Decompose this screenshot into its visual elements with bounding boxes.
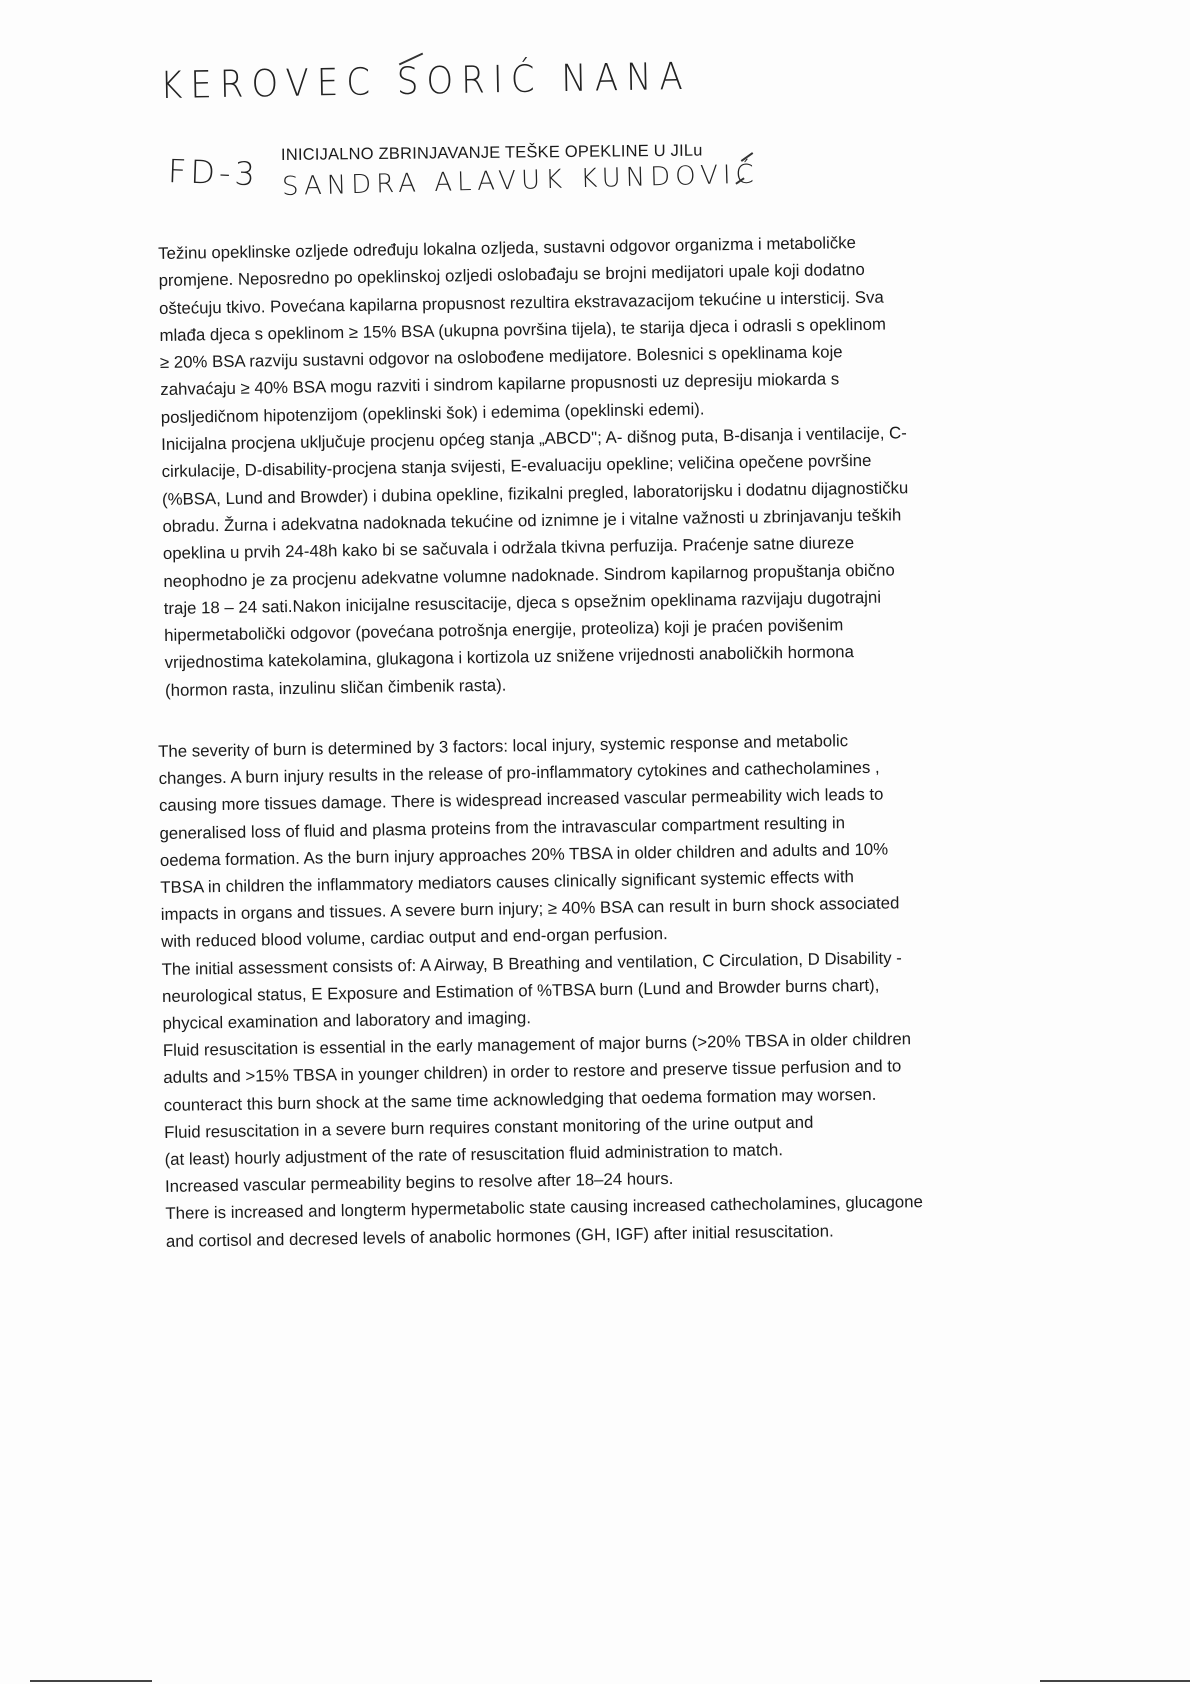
english-abstract	[158, 724, 1046, 1255]
scan-edge-mark	[30, 1680, 152, 1682]
croatian-abstract	[158, 226, 1045, 704]
handwritten-name: KEROVEC SORIĆ NANA	[159, 54, 692, 108]
croatian-paragraph: Težinu opeklinske ozljede određuju lokalna ozljeda, sustavni odgovor organizma i metaboličke promjene. Neposredno po opeklinskoj ozljedi oslobađaju se brojni medijatori upale koji dodatno oštećuju tkivo. Povećana kapilarna propusnost rezultira ekstravazacijom tekućine u intersticij. Sva mlađa djeca s opeklinom ≥ 15% BSA (ukupna površina tijela), te starija djeca i odrasli s opeklinom ≥ 20% BSA razviju sustavni odgovor na oslobođene medijatore. Bolesnici s opeklinama koje zahvaćaju ≥ 40% BSA mogu razviti i sindrom kapilarne propusnosti uz depresiju miokarda s posljedičnom hipotenzijom (opeklinski šok) i edemima (opeklinski edemi). Inicijalna procjena uključuje procjenu općeg stanja „ABCD"; A- dišnog puta, B-disanja i ventilacije, C- cirkulacije, D-disability-procjena stanja svijesti, E-evaluaciju opekline; veličina opečene površine (%BSA, Lund and Browder) i dubina opekline, fizikalni pregled, laboratorijsku i dodatnu dijagnostičku obradu. Žurna i adekvatna nadoknada tekućine od iznimne je i vitalne važnosti u zbrinjavanju teških opeklina u prvih 24-48h kako bi se sačuvala i održala tkivna perfuzija. Praćenje satne diureze neophodno je za procjenu adekvatne volumne nadoknade. Sindrom kapilarnog propuštanja obično traje 18 – 24 sati.Nakon inicijalne resuscitacije, djeca s opsežnim opeklinama razvijaju dugotrajni hipermetabolički odgovor (povećana potrošnja energije, proteoliza) koji je praćen povišenim vrijednostima katekolamina, glukagona i kortizola uz snižene vrijednosti anaboličkih hormona (hormon rasta, inzulinu sličan čimbenik rasta).	[158, 233, 909, 700]
scan-edge-mark	[1040, 1680, 1190, 1682]
english-paragraph: The severity of burn is determined by 3 factors: local injury, systemic response and metabolic changes. A burn injury results in the release of pro-inflammatory cytokines and cathecholamines , causing more tissues damage. There is widespread increased vascular permeability wich leads to generalised loss of fluid and plasma proteins from the intravascular compartment resulting in oedema formation. As the burn injury approaches 20% TBSA in older children and adults and 10% TBSA in children the inflammatory mediators causes clinically significant systemic effects with impacts in organs and tissues. A severe burn injury; ≥ 40% BSA can result in burn shock associated with reduced blood volume, cardiac output and end-organ perfusion. The initial assessment consists of: A Airway, B Breathing and ventilation, C Circulation, D Disability - neurological status, E Exposure and Estimation of %TBSA burn (Lund and Browder burns chart), phycical examination and laboratory and imaging. Fluid resuscitation is essential in the early management of major burns (>20% TBSA in older children adults and >15% TBSA in younger children) in order to restore and preserve tissue perfusion and to counteract this burn shock at the same time acknowledging that oedema formation may worsen. Fluid resuscitation in a severe burn requires constant monitoring of the urine output and (at least) hourly adjustment of the rate of resuscitation fluid administration to match. Increased vascular permeability begins to resolve after 18–24 hours. There is increased and longterm hypermetabolic state causing increased cathecholamines, glucagone and cortisol and decresed levels of anabolic hormones (GH, IGF) after initial resuscitation.	[158, 731, 924, 1251]
handwritten-author: SANDRA ALAVUK KUNDOVIĆ	[281, 159, 760, 202]
document-title: INICIJALNO ZBRINJAVANJE TEŠKE OPEKLINE U JILu	[280, 141, 703, 164]
handwritten-code: FD-3	[167, 152, 260, 194]
